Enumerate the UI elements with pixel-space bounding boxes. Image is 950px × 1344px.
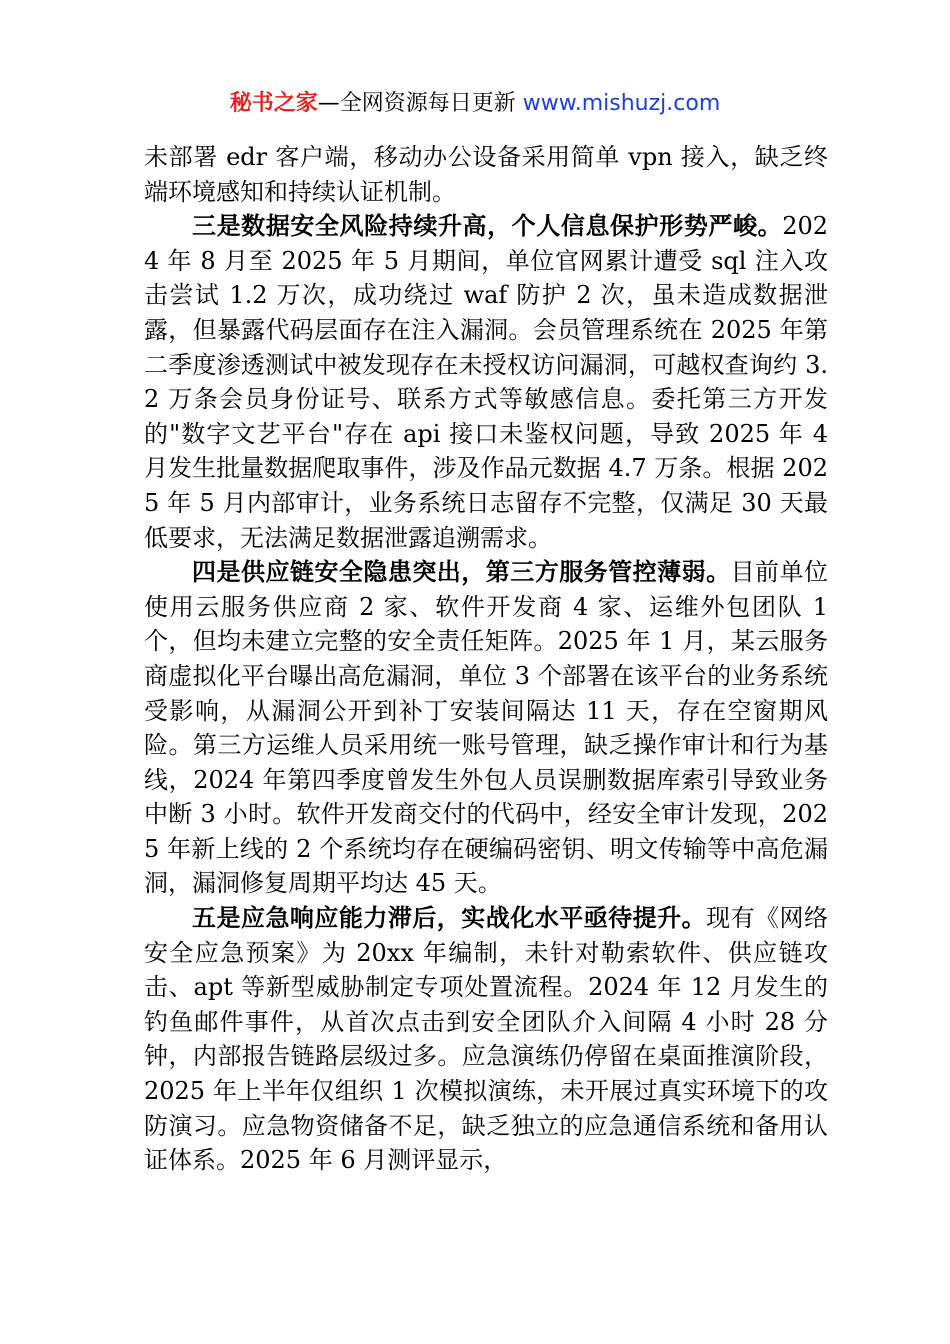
document-body (144, 140, 828, 1178)
paragraph-text: 现有《网络安全应急预案》为 20xx 年编制，未针对勒索软件、供应链攻击、apt 等新型威胁制定专项处置流程。2024 年 12 月发生的钓鱼邮件事件，从首次点击到安全团队介入间隔 4 小时 28 分钟，内部报告链路层级过多。应急演练仍停留在桌面推演阶段，2025 年上半年仅组织 1 次模拟演练，未开展过真实环境下的攻防演习。应急物资储备不足，缺乏独立的应急通信系统和备用认证体系。2025 年 6 月测评显示， (144, 904, 829, 1175)
paragraph-heading: 四是供应链安全隐患突出，第三方服务管控薄弱。 (192, 558, 731, 587)
paragraph-data-security (144, 209, 828, 555)
paragraph-supply-chain (144, 555, 828, 901)
site-slogan: —全网资源每日更新 (317, 91, 516, 116)
paragraph-heading: 三是数据安全风险持续升高，个人信息保护形势严峻。 (192, 212, 783, 241)
site-brand: 秘书之家 (229, 91, 318, 116)
paragraph-continuation (144, 140, 828, 209)
paragraph-heading: 五是应急响应能力滞后，实战化水平亟待提升。 (192, 904, 707, 933)
paragraph-text: 2024 年 8 月至 2025 年 5 月期间，单位官网累计遭受 sql 注入攻击尝试 1.2 万次，成功绕过 waf 防护 2 次，虽未造成数据泄露，但暴露代码层面存在注入漏洞。会员管理系统在 2025 年第二季度渗透测试中被发现存在未授权访问漏洞，可越权查询约 3.2 万条会员身份证号、联系方式等敏感信息。委托第三方开发的"数字文艺平台"存在 api 接口未鉴权问题，导致 2025 年 4 月发生批量数据爬取事件，涉及作品元数据 4.7 万条。根据 2025 年 5 月内部审计，业务系统日志留存不完整，仅满足 30 天最低要求，无法满足数据泄露追溯需求。 (144, 212, 828, 552)
page-header (0, 88, 950, 120)
site-url-link[interactable]: www.mishuzj.com (522, 91, 721, 116)
paragraph-text: 目前单位使用云服务供应商 2 家、软件开发商 4 家、运维外包团队 1 个，但均未建立完整的安全责任矩阵。2025 年 1 月，某云服务商虚拟化平台曝出高危漏洞，单位 3 个部署在该平台的业务系统受影响，从漏洞公开到补丁安装间隔达 11 天，存在空窗期风险。第三方运维人员采用统一账号管理，缺乏操作审计和行为基线，2024 年第四季度曾发生外包人员误删数据库索引导致业务中断 3 小时。软件开发商交付的代码中，经安全审计发现，2025 年新上线的 2 个系统均存在硬编码密钥、明文传输等中高危漏洞，漏洞修复周期平均达 45 天。 (144, 558, 829, 898)
paragraph-emergency-response (144, 901, 828, 1178)
paragraph-text: 未部署 edr 客户端，移动办公设备采用简单 vpn 接入，缺乏终端环境感知和持续认证机制。 (144, 143, 828, 206)
